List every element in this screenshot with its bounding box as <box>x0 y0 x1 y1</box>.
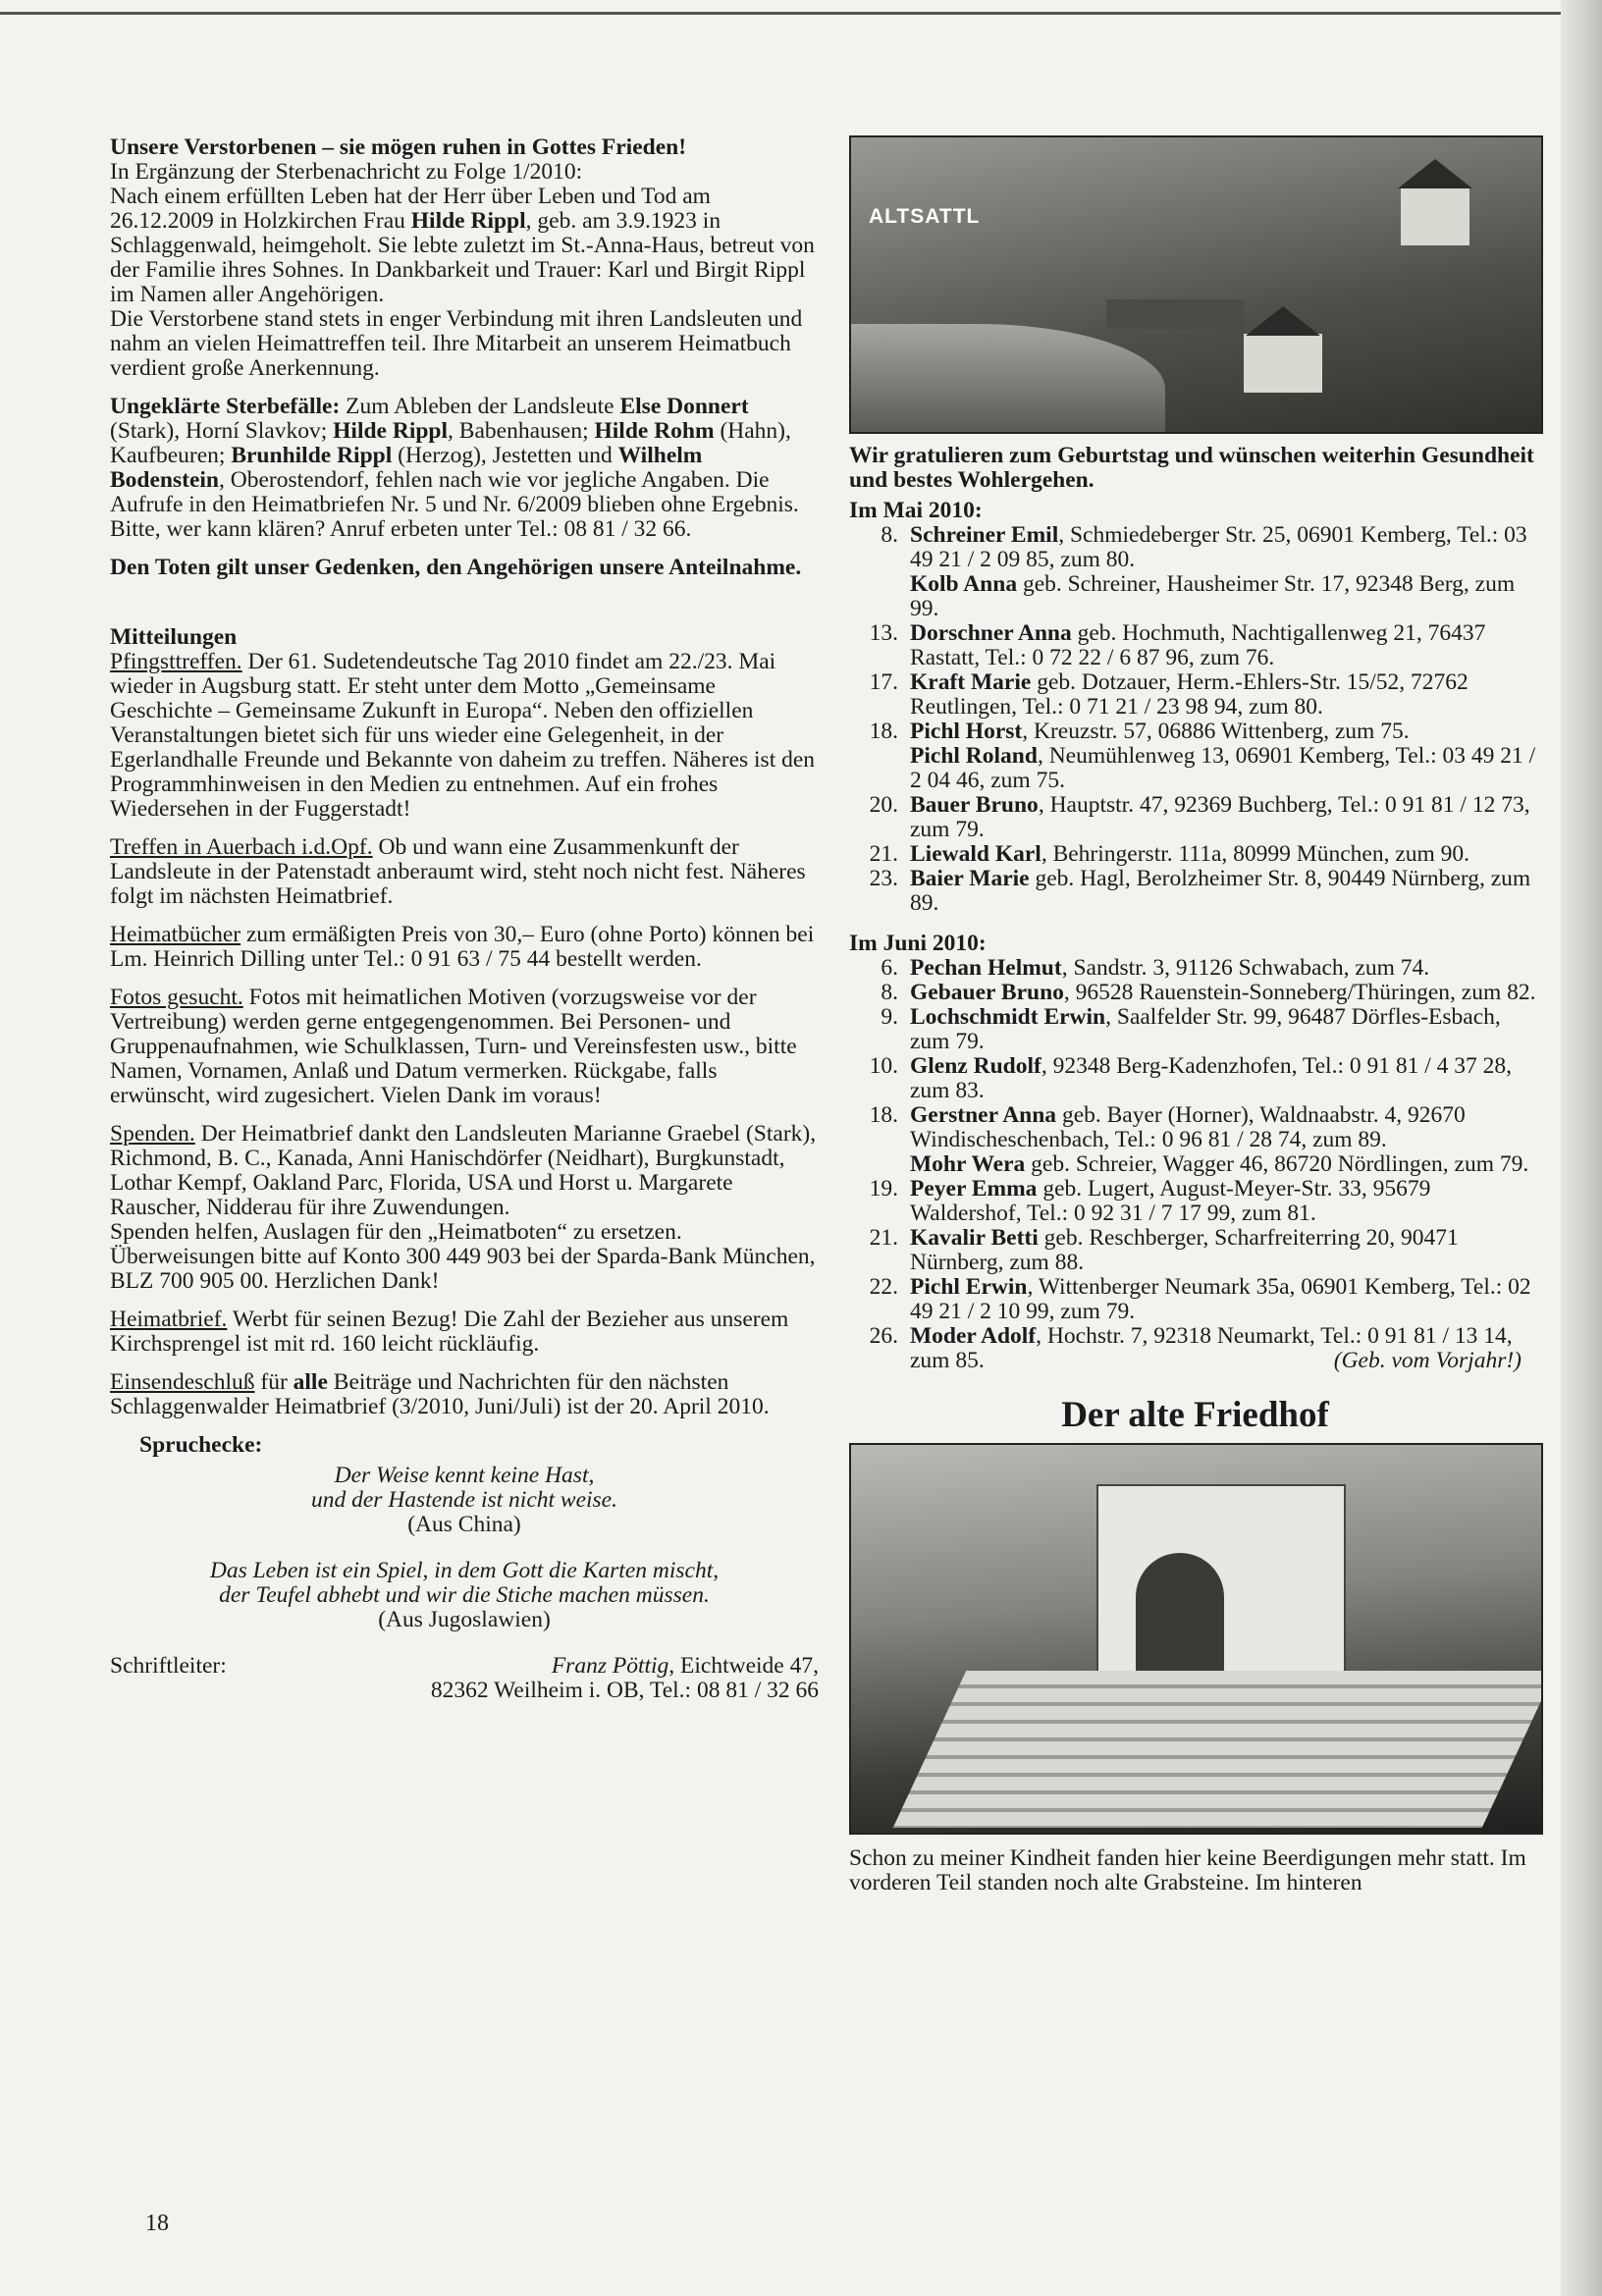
right-column <box>849 135 1541 1909</box>
quotes-title: Spruchecke: <box>139 1432 263 1458</box>
birthday-details: , Saalfelder Str. 99, 96487 Dörfles-Esbach, zum 79. <box>910 1004 1501 1054</box>
editor-name: Franz Pöttig <box>551 1653 669 1679</box>
previous-year-note: (Geb. vom Vorjahr!) <box>1333 1348 1522 1373</box>
auerbach-meeting: Treffen in Auerbach i.d.Opf. Ob und wann eine Zusammenkunft der Landsleute in der Patenstadt anberaumt wird, steht noch nicht fest. Näheres folgt im nächsten Heimatbrief. <box>110 834 806 909</box>
birthday-entry <box>849 720 1541 744</box>
newsletter-note: Heimatbrief. Werbt für seinen Bezug! Die Zahl der Bezieher aus unserem Kirchsprengel ist mit rd. 160 leicht rückläufig. <box>110 1307 789 1357</box>
birthday-entry <box>849 1103 1541 1152</box>
birthday-name: Gebauer Bruno <box>910 980 1064 1005</box>
birthday-day: 18. <box>869 719 898 744</box>
birthday-name: Baier Marie <box>910 866 1030 891</box>
birthday-day: 19. <box>869 1176 898 1201</box>
donation-account: Spenden helfen, Auslagen für den „Heimatboten“ zu ersetzen. Überweisungen bitte auf Konto 300 449 903 bei der Sparda-Bank München, BLZ 700 905 00. Herzlichen Dank! <box>110 1219 816 1294</box>
quote-1-line-2: und der Hastende ist nicht weise. <box>311 1487 617 1513</box>
birthday-entry <box>849 981 1541 1005</box>
birthday-day: 26. <box>869 1323 898 1349</box>
birthday-details: geb. Reschberger, Scharfreiterring 20, 90471 Nürnberg, zum 88. <box>910 1225 1459 1275</box>
birthday-day: 8. <box>881 980 898 1005</box>
birthday-day: 8. <box>881 522 898 548</box>
birthday-details: geb. Dotzauer, Herm.-Ehlers-Str. 15/52, 72762 Reutlingen, Tel.: 0 71 21 / 23 98 94, zum 80. <box>910 669 1468 720</box>
birthday-entry <box>849 670 1541 720</box>
birthday-details: , Schmiedeberger Str. 25, 06901 Kemberg, Tel.: 03 49 21 / 2 09 85, zum 80. <box>910 522 1527 572</box>
pentecost-meeting: Pfingsttreffen. Der 61. Sudetendeutsche Tag 2010 findet am 22./23. Mai wieder in Augsburg statt. Er steht unter dem Motto „Gemeinsame Geschichte – Gemeinsame Zukunft in Europa“. Neben den offiziellen Veranstaltungen bietet sich für uns wieder eine Gelegenheit, in der Egerlandhalle Freunde und Bekannte von daheim zu treffen. Näheres ist den Programmhinweisen in den Medien zu entnehmen. Auf ein frohes Wiedersehen in der Fuggerstadt! <box>110 649 816 822</box>
page-edge-shadow <box>1561 0 1602 2296</box>
announcements-title: Mitteilungen <box>110 624 238 650</box>
birthday-entry <box>849 842 1541 867</box>
birthday-entry <box>849 523 1541 572</box>
birthday-entry <box>849 1226 1541 1275</box>
birthday-name: Peyer Emma <box>910 1176 1038 1201</box>
birthday-details: geb. Schreiner, Hausheimer Str. 17, 92348 Berg, zum 99. <box>910 571 1516 621</box>
quote-2-source: (Aus Jugoslawien) <box>378 1607 551 1632</box>
obituary-intro: In Ergänzung der Sterbenachricht zu Folge 1/2010: <box>110 159 583 185</box>
may-birthday-list <box>849 523 1541 916</box>
birthday-day: 18. <box>869 1102 898 1128</box>
page-number: 18 <box>145 2211 169 2236</box>
birthday-entry <box>849 793 1541 842</box>
condolence-line: Den Toten gilt unser Gedenken, den Angehörigen unsere Anteilnahme. <box>110 555 802 580</box>
editor-address: 82362 Weilheim i. OB, Tel.: 08 81 / 32 66 <box>430 1678 819 1703</box>
photo-label: ALTSATTL <box>869 205 981 228</box>
birthday-greeting: Wir gratulieren zum Geburtstag und wünschen weiterhin Gesundheit und bestes Wohlergehen. <box>849 443 1534 493</box>
birthday-day: 23. <box>869 866 898 891</box>
cemetery-photo <box>849 1443 1543 1835</box>
obituary-title: Unsere Verstorbenen – sie mögen ruhen in Gottes Frieden! <box>110 134 687 160</box>
submission-deadline: Einsendeschluß für alle Beiträge und Nachrichten für den nächsten Schlaggenwalder Heimatbrief (3/2010, Juni/Juli) ist der 20. April 2010. <box>110 1369 770 1419</box>
birthday-day: 6. <box>881 955 898 981</box>
homeland-books: Heimatbücher zum ermäßigten Preis von 30,– Euro (ohne Porto) können bei Lm. Heinrich Dilling unter Tel.: 0 91 63 / 75 44 bestellt werden. <box>110 922 815 972</box>
left-column <box>110 135 819 1703</box>
birthday-details: , Hauptstr. 47, 92369 Buchberg, Tel.: 0 91 81 / 12 73, zum 79. <box>910 792 1530 842</box>
birthday-details: geb. Lugert, August-Meyer-Str. 33, 95679 Waldershof, Tel.: 0 92 31 / 7 17 99, zum 81. <box>910 1176 1431 1226</box>
unresolved-deaths: Ungeklärte Sterbefälle: Zum Ableben der Landsleute Else Donnert (Stark), Horní Slavkov; Hilde Rippl, Babenhausen; Hilde Rohm (Hahn), Kaufbeuren; Brunhilde Rippl (Herzog), Jestetten und Wilhelm Bodenstein, Oberostendorf, fehlen nach wie vor jegliche Angaben. Die Aufrufe in den Heimatbriefen Nr. 5 und Nr. 6/2009 blieben ohne Ergebnis. Bitte, wer kann klären? Anruf erbeten unter Tel.: 08 81 / 32 66. <box>110 394 799 542</box>
cemetery-caption: Schon zu meiner Kindheit fanden hier keine Beerdigungen mehr statt. Im vorderen Teil standen noch alte Grabsteine. Im hinteren <box>849 1845 1526 1896</box>
june-heading: Im Juni 2010: <box>849 931 987 956</box>
birthday-name: Pechan Helmut <box>910 955 1062 981</box>
birthday-day: 21. <box>869 841 898 867</box>
birthday-name: Lochschmidt Erwin <box>910 1004 1106 1030</box>
birthday-details: geb. Hochmuth, Nachtigallenweg 21, 76437 Rastatt, Tel.: 0 72 22 / 6 87 96, zum 76. <box>910 620 1486 670</box>
birthday-entry <box>849 867 1541 916</box>
birthday-name: Dorschner Anna <box>910 620 1072 646</box>
birthday-entry <box>849 572 1541 621</box>
photo-river <box>851 324 1165 432</box>
birthday-name: Moder Adolf <box>910 1323 1037 1349</box>
birthday-entry <box>849 1054 1541 1103</box>
birthday-day: 22. <box>869 1274 898 1300</box>
birthday-details: geb. Schreier, Wagger 46, 86720 Nördlingen, zum 79. <box>1025 1151 1529 1177</box>
birthday-day: 10. <box>869 1053 898 1079</box>
obituary-tribute: Die Verstorbene stand stets in enger Verbindung mit ihren Landsleuten und nahm an vielen Heimattreffen teil. Ihre Mitarbeit an unserem Heimatbuch verdient große Anerkennung. <box>110 306 803 381</box>
birthday-day: 13. <box>869 620 898 646</box>
birthday-details: , Neumühlenweg 13, 06901 Kemberg, Tel.: 03 49 21 / 2 04 46, zum 75. <box>910 743 1536 793</box>
birthday-details: , Wittenberger Neumark 35a, 06901 Kemberg, Tel.: 02 49 21 / 2 10 99, zum 79. <box>910 1274 1531 1324</box>
birthday-entry <box>849 744 1541 793</box>
birthday-details: geb. Hagl, Berolzheimer Str. 8, 90449 Nürnberg, zum 89. <box>910 866 1531 916</box>
birthday-name: Pichl Horst <box>910 719 1023 744</box>
birthday-day <box>849 572 910 621</box>
birthday-name: Kavalir Betti <box>910 1225 1039 1251</box>
top-rule <box>0 12 1561 15</box>
birthday-details: geb. Bayer (Horner), Waldnaabstr. 4, 92670 Windischeschenbach, Tel.: 0 96 81 / 28 74, zum 89. <box>910 1102 1466 1152</box>
birthday-name: Kraft Marie <box>910 669 1032 695</box>
birthday-entry <box>849 1005 1541 1054</box>
birthday-entry <box>849 1177 1541 1226</box>
birthday-day: 20. <box>869 792 898 818</box>
birthday-name: Glenz Rudolf <box>910 1053 1041 1079</box>
birthday-day <box>849 744 910 793</box>
cemetery-title: Der alte Friedhof <box>1061 1395 1329 1435</box>
altsattl-photo <box>849 135 1543 434</box>
birthday-day: 9. <box>881 1004 898 1030</box>
birthday-name: Liewald Karl <box>910 841 1041 867</box>
birthday-name: Gerstner Anna <box>910 1102 1057 1128</box>
birthday-entry <box>849 621 1541 670</box>
birthday-entry <box>849 1152 1541 1177</box>
birthday-details: , Sandstr. 3, 91126 Schwabach, zum 74. <box>1061 955 1430 981</box>
quote-1-source: (Aus China) <box>407 1512 521 1537</box>
birthday-day: 21. <box>869 1225 898 1251</box>
june-birthday-list <box>849 956 1541 1373</box>
donations: Spenden. Der Heimatbrief dankt den Landsleuten Marianne Graebel (Stark), Richmond, B. C., Kanada, Anni Hanischdörfer (Neidhart), Burgkunstadt, Lothar Kempf, Oakland Parc, Florida, USA und Horst u. Margarete Rauscher, Nidderau für ihre Zuwendungen. <box>110 1121 817 1220</box>
birthday-name: Pichl Roland <box>910 743 1038 769</box>
photos-wanted: Fotos gesucht. Fotos mit heimatlichen Motiven (vorzugsweise vor der Vertreibung) werden gerne entgegengenommen. Bei Personen- und Gruppenaufnahmen, wie Schulklassen, Turn- und Vereinsfesten usw., bitte Namen, Vornamen, Anlaß und Datum vermerken. Rückgabe, falls erwünscht, wird zugesichert. Vielen Dank im voraus! <box>110 985 797 1108</box>
birthday-name: Pichl Erwin <box>910 1274 1028 1300</box>
obituary-name: Hilde Rippl <box>410 208 526 234</box>
birthday-name: Schreiner Emil <box>910 522 1059 548</box>
editor-label: Schriftleiter: <box>110 1653 227 1679</box>
birthday-name: Bauer Bruno <box>910 792 1039 818</box>
birthday-day: 17. <box>869 669 898 695</box>
quote-2-line-1: Das Leben ist ein Spiel, in dem Gott die Karten mischt, <box>209 1558 720 1583</box>
may-heading: Im Mai 2010: <box>849 498 983 523</box>
birthday-name: Mohr Wera <box>910 1151 1026 1177</box>
birthday-entry <box>849 1275 1541 1324</box>
birthday-details: , 96528 Rauenstein-Sonneberg/Thüringen, zum 82. <box>1063 980 1536 1005</box>
birthday-details: , Kreuzstr. 57, 06886 Wittenberg, zum 75. <box>1022 719 1410 744</box>
birthday-name: Kolb Anna <box>910 571 1018 597</box>
editor-signature: Schriftleiter: Franz Pöttig, Eichtweide 47, 82362 Weilheim i. OB, Tel.: 08 81 / 32 66 <box>110 1653 819 1703</box>
birthday-entry <box>849 956 1541 981</box>
obituary-text: Nach einem erfüllten Leben hat der Herr über Leben und Tod am 26.12.2009 in Holzkirchen Frau Hilde Rippl, geb. am 3.9.1923 in Schlaggenwald, heimgeholt. Sie lebte zuletzt im St.-Anna-Haus, betreut von der Familie ihres Sohnes. In Dankbarkeit und Trauer: Karl und Birgit Rippl im Namen aller Angehörigen. <box>110 184 815 307</box>
birthday-details: , 92348 Berg-Kadenzhofen, Tel.: 0 91 81 / 4 37 28, zum 83. <box>910 1053 1513 1103</box>
quote-2-line-2: der Teufel abhebt und wir die Stiche machen müssen. <box>219 1582 710 1608</box>
birthday-day <box>849 1152 910 1177</box>
birthday-details: , Hochstr. 7, 92318 Neumarkt, Tel.: 0 91 81 / 13 14, zum 85. <box>910 1323 1513 1373</box>
birthday-details: , Behringerstr. 111a, 80999 München, zum 90. <box>1041 841 1470 867</box>
quote-1-line-1: Der Weise kennt keine Hast, <box>334 1463 595 1488</box>
